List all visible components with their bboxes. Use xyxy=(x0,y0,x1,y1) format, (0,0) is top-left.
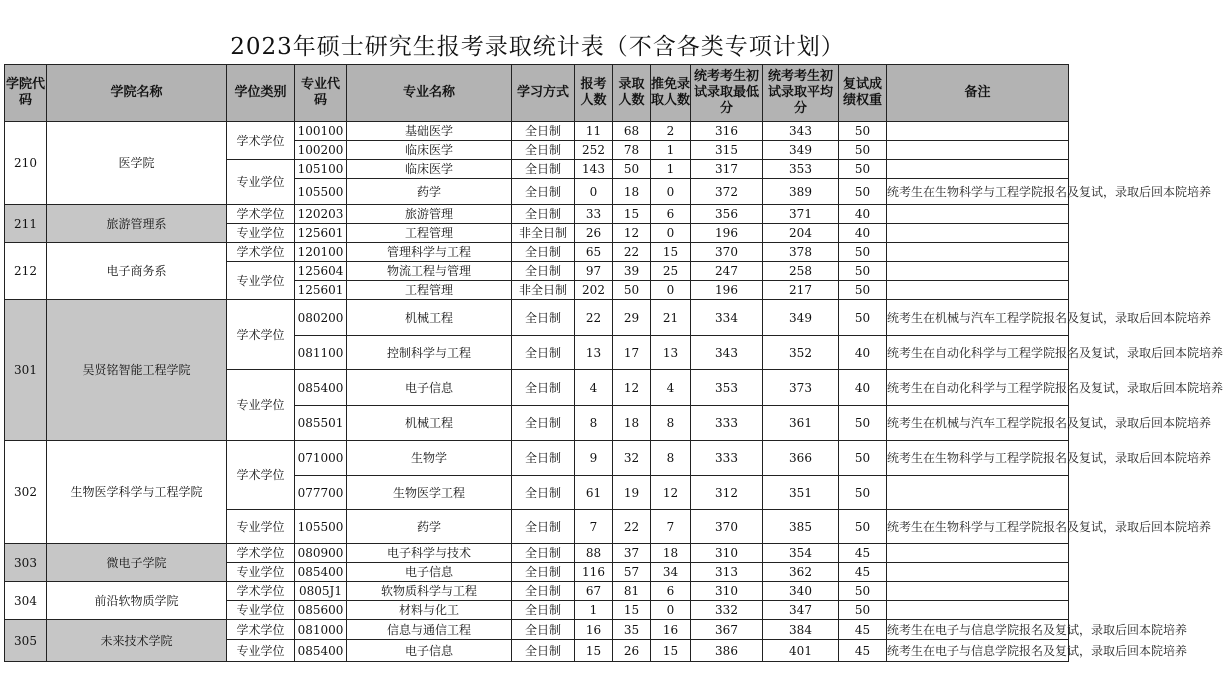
exempt-admitted: 7 xyxy=(651,510,691,544)
retest-weight: 45 xyxy=(839,563,887,582)
degree-type: 专业学位 xyxy=(227,370,295,441)
major-name: 控制科学与工程 xyxy=(347,336,512,370)
degree-type: 专业学位 xyxy=(227,601,295,620)
exempt-admitted: 15 xyxy=(651,640,691,662)
exempt-admitted: 2 xyxy=(651,122,691,141)
min-score: 247 xyxy=(691,262,763,281)
exempt-admitted: 34 xyxy=(651,563,691,582)
major-code: 080200 xyxy=(295,300,347,336)
major-name: 信息与通信工程 xyxy=(347,620,512,640)
degree-type: 学术学位 xyxy=(227,582,295,601)
min-score: 332 xyxy=(691,601,763,620)
remark xyxy=(887,582,1069,601)
study-mode: 全日制 xyxy=(512,122,575,141)
major-name: 临床医学 xyxy=(347,160,512,179)
remark xyxy=(887,544,1069,563)
min-score: 356 xyxy=(691,205,763,224)
degree-type: 学术学位 xyxy=(227,122,295,160)
study-mode: 非全日制 xyxy=(512,224,575,243)
college-name: 未来技术学院 xyxy=(47,620,227,662)
header-weight: 复试成绩权重 xyxy=(839,65,887,122)
exempt-admitted: 15 xyxy=(651,243,691,262)
table-row xyxy=(5,122,1069,141)
min-score: 370 xyxy=(691,243,763,262)
admitted: 68 xyxy=(613,122,651,141)
applicants: 16 xyxy=(575,620,613,640)
table-header-row xyxy=(5,65,1069,122)
major-code: 085501 xyxy=(295,406,347,441)
applicants: 1 xyxy=(575,601,613,620)
admitted: 17 xyxy=(613,336,651,370)
applicants: 88 xyxy=(575,544,613,563)
retest-weight: 50 xyxy=(839,122,887,141)
exempt-admitted: 0 xyxy=(651,281,691,300)
major-name: 物流工程与管理 xyxy=(347,262,512,281)
avg-score: 366 xyxy=(763,441,839,476)
admitted: 50 xyxy=(613,281,651,300)
avg-score: 343 xyxy=(763,122,839,141)
min-score: 310 xyxy=(691,544,763,563)
study-mode: 非全日制 xyxy=(512,281,575,300)
remark xyxy=(887,141,1069,160)
table-row xyxy=(5,205,1069,224)
admitted: 26 xyxy=(613,640,651,662)
major-code: 105500 xyxy=(295,510,347,544)
study-mode: 全日制 xyxy=(512,406,575,441)
college-name: 生物医学科学与工程学院 xyxy=(47,441,227,544)
major-code: 120100 xyxy=(295,243,347,262)
min-score: 317 xyxy=(691,160,763,179)
major-code: 0805J1 xyxy=(295,582,347,601)
min-score: 310 xyxy=(691,582,763,601)
applicants: 61 xyxy=(575,476,613,510)
header-exempt: 推免录取人数 xyxy=(651,65,691,122)
min-score: 372 xyxy=(691,179,763,205)
min-score: 386 xyxy=(691,640,763,662)
remark xyxy=(887,122,1069,141)
study-mode: 全日制 xyxy=(512,582,575,601)
study-mode: 全日制 xyxy=(512,243,575,262)
admitted: 15 xyxy=(613,601,651,620)
applicants: 8 xyxy=(575,406,613,441)
table-row xyxy=(5,243,1069,262)
avg-score: 354 xyxy=(763,544,839,563)
min-score: 333 xyxy=(691,441,763,476)
retest-weight: 45 xyxy=(839,544,887,563)
study-mode: 全日制 xyxy=(512,563,575,582)
admitted: 15 xyxy=(613,205,651,224)
min-score: 343 xyxy=(691,336,763,370)
admitted: 39 xyxy=(613,262,651,281)
admitted: 29 xyxy=(613,300,651,336)
admitted: 78 xyxy=(613,141,651,160)
remark xyxy=(887,224,1069,243)
min-score: 353 xyxy=(691,370,763,406)
major-name: 机械工程 xyxy=(347,406,512,441)
admitted: 81 xyxy=(613,582,651,601)
remark: 统考生在机械与汽车工程学院报名及复试，录取后回本院培养 xyxy=(887,406,1069,441)
retest-weight: 45 xyxy=(839,620,887,640)
retest-weight: 40 xyxy=(839,205,887,224)
major-code: 085400 xyxy=(295,563,347,582)
avg-score: 258 xyxy=(763,262,839,281)
applicants: 9 xyxy=(575,441,613,476)
major-name: 软物质科学与工程 xyxy=(347,582,512,601)
retest-weight: 50 xyxy=(839,300,887,336)
study-mode: 全日制 xyxy=(512,205,575,224)
exempt-admitted: 13 xyxy=(651,336,691,370)
exempt-admitted: 0 xyxy=(651,601,691,620)
applicants: 97 xyxy=(575,262,613,281)
avg-score: 361 xyxy=(763,406,839,441)
study-mode: 全日制 xyxy=(512,179,575,205)
avg-score: 378 xyxy=(763,243,839,262)
major-name: 工程管理 xyxy=(347,281,512,300)
applicants: 15 xyxy=(575,640,613,662)
min-score: 316 xyxy=(691,122,763,141)
major-code: 081000 xyxy=(295,620,347,640)
min-score: 196 xyxy=(691,281,763,300)
remark xyxy=(887,563,1069,582)
min-score: 333 xyxy=(691,406,763,441)
applicants: 13 xyxy=(575,336,613,370)
study-mode: 全日制 xyxy=(512,300,575,336)
exempt-admitted: 1 xyxy=(651,160,691,179)
header-major-name: 专业名称 xyxy=(347,65,512,122)
remark xyxy=(887,243,1069,262)
remark: 统考生在生物科学与工程学院报名及复试，录取后回本院培养 xyxy=(887,510,1069,544)
admitted: 22 xyxy=(613,510,651,544)
exempt-admitted: 18 xyxy=(651,544,691,563)
study-mode: 全日制 xyxy=(512,544,575,563)
admitted: 35 xyxy=(613,620,651,640)
college-code: 301 xyxy=(5,300,47,441)
retest-weight: 40 xyxy=(839,370,887,406)
avg-score: 385 xyxy=(763,510,839,544)
degree-type: 专业学位 xyxy=(227,510,295,544)
header-degree-type: 学位类别 xyxy=(227,65,295,122)
remark xyxy=(887,281,1069,300)
admitted: 50 xyxy=(613,160,651,179)
study-mode: 全日制 xyxy=(512,160,575,179)
retest-weight: 45 xyxy=(839,640,887,662)
applicants: 11 xyxy=(575,122,613,141)
remark: 统考生在生物科学与工程学院报名及复试，录取后回本院培养 xyxy=(887,179,1069,205)
major-name: 基础医学 xyxy=(347,122,512,141)
study-mode: 全日制 xyxy=(512,601,575,620)
applicants: 67 xyxy=(575,582,613,601)
major-name: 工程管理 xyxy=(347,224,512,243)
college-name: 旅游管理系 xyxy=(47,205,227,243)
degree-type: 专业学位 xyxy=(227,262,295,300)
retest-weight: 50 xyxy=(839,160,887,179)
table-row xyxy=(5,300,1069,336)
applicants: 22 xyxy=(575,300,613,336)
remark: 统考生在自动化科学与工程学院报名及复试，录取后回本院培养 xyxy=(887,370,1069,406)
applicants: 116 xyxy=(575,563,613,582)
avg-score: 204 xyxy=(763,224,839,243)
degree-type: 专业学位 xyxy=(227,160,295,205)
study-mode: 全日制 xyxy=(512,476,575,510)
college-code: 305 xyxy=(5,620,47,662)
degree-type: 学术学位 xyxy=(227,620,295,640)
retest-weight: 50 xyxy=(839,262,887,281)
major-code: 125601 xyxy=(295,281,347,300)
college-name: 吴贤铭智能工程学院 xyxy=(47,300,227,441)
applicants: 33 xyxy=(575,205,613,224)
major-code: 085400 xyxy=(295,370,347,406)
exempt-admitted: 4 xyxy=(651,370,691,406)
study-mode: 全日制 xyxy=(512,336,575,370)
remark xyxy=(887,601,1069,620)
avg-score: 217 xyxy=(763,281,839,300)
remark xyxy=(887,205,1069,224)
retest-weight: 50 xyxy=(839,141,887,160)
degree-type: 学术学位 xyxy=(227,300,295,370)
degree-type: 专业学位 xyxy=(227,640,295,662)
remark xyxy=(887,476,1069,510)
admitted: 32 xyxy=(613,441,651,476)
exempt-admitted: 16 xyxy=(651,620,691,640)
header-major-code: 专业代码 xyxy=(295,65,347,122)
study-mode: 全日制 xyxy=(512,620,575,640)
retest-weight: 50 xyxy=(839,179,887,205)
retest-weight: 40 xyxy=(839,336,887,370)
remark: 统考生在机械与汽车工程学院报名及复试，录取后回本院培养 xyxy=(887,300,1069,336)
page-title: 2023年硕士研究生报考录取统计表（不含各类专项计划） xyxy=(230,34,845,60)
remark: 统考生在电子与信息学院报名及复试，录取后回本院培养 xyxy=(887,620,1069,640)
avg-score: 347 xyxy=(763,601,839,620)
avg-score: 353 xyxy=(763,160,839,179)
major-code: 105100 xyxy=(295,160,347,179)
degree-type: 学术学位 xyxy=(227,243,295,262)
header-college-code: 学院代码 xyxy=(5,65,47,122)
major-name: 生物学 xyxy=(347,441,512,476)
exempt-admitted: 21 xyxy=(651,300,691,336)
admitted: 19 xyxy=(613,476,651,510)
header-college-name: 学院名称 xyxy=(47,65,227,122)
admitted: 57 xyxy=(613,563,651,582)
table-row xyxy=(5,441,1069,476)
degree-type: 专业学位 xyxy=(227,224,295,243)
major-code: 081100 xyxy=(295,336,347,370)
exempt-admitted: 12 xyxy=(651,476,691,510)
retest-weight: 50 xyxy=(839,441,887,476)
retest-weight: 50 xyxy=(839,476,887,510)
applicants: 4 xyxy=(575,370,613,406)
admitted: 22 xyxy=(613,243,651,262)
study-mode: 全日制 xyxy=(512,370,575,406)
college-name: 微电子学院 xyxy=(47,544,227,582)
degree-type: 学术学位 xyxy=(227,205,295,224)
min-score: 334 xyxy=(691,300,763,336)
remark: 统考生在电子与信息学院报名及复试，录取后回本院培养 xyxy=(887,640,1069,662)
study-mode: 全日制 xyxy=(512,141,575,160)
study-mode: 全日制 xyxy=(512,262,575,281)
major-name: 电子信息 xyxy=(347,640,512,662)
min-score: 370 xyxy=(691,510,763,544)
min-score: 315 xyxy=(691,141,763,160)
applicants: 7 xyxy=(575,510,613,544)
table-row xyxy=(5,620,1069,640)
retest-weight: 50 xyxy=(839,281,887,300)
major-name: 材料与化工 xyxy=(347,601,512,620)
college-code: 212 xyxy=(5,243,47,300)
exempt-admitted: 6 xyxy=(651,582,691,601)
retest-weight: 50 xyxy=(839,582,887,601)
admitted: 18 xyxy=(613,179,651,205)
major-code: 080900 xyxy=(295,544,347,563)
header-min-score: 统考考生初试录取最低分 xyxy=(691,65,763,122)
admitted: 12 xyxy=(613,370,651,406)
college-name: 医学院 xyxy=(47,122,227,205)
avg-score: 351 xyxy=(763,476,839,510)
applicants: 202 xyxy=(575,281,613,300)
college-code: 303 xyxy=(5,544,47,582)
min-score: 367 xyxy=(691,620,763,640)
admitted: 12 xyxy=(613,224,651,243)
exempt-admitted: 0 xyxy=(651,179,691,205)
retest-weight: 40 xyxy=(839,224,887,243)
major-name: 临床医学 xyxy=(347,141,512,160)
study-mode: 全日制 xyxy=(512,640,575,662)
avg-score: 340 xyxy=(763,582,839,601)
applicants: 0 xyxy=(575,179,613,205)
header-remark: 备注 xyxy=(887,65,1069,122)
degree-type: 学术学位 xyxy=(227,441,295,510)
avg-score: 389 xyxy=(763,179,839,205)
retest-weight: 50 xyxy=(839,243,887,262)
min-score: 312 xyxy=(691,476,763,510)
min-score: 313 xyxy=(691,563,763,582)
exempt-admitted: 8 xyxy=(651,406,691,441)
retest-weight: 50 xyxy=(839,406,887,441)
avg-score: 349 xyxy=(763,141,839,160)
exempt-admitted: 0 xyxy=(651,224,691,243)
college-name: 前沿软物质学院 xyxy=(47,582,227,620)
study-mode: 全日制 xyxy=(512,441,575,476)
major-code: 105500 xyxy=(295,179,347,205)
exempt-admitted: 6 xyxy=(651,205,691,224)
major-name: 药学 xyxy=(347,179,512,205)
major-code: 100200 xyxy=(295,141,347,160)
college-code: 304 xyxy=(5,582,47,620)
major-code: 085400 xyxy=(295,640,347,662)
major-name: 生物医学工程 xyxy=(347,476,512,510)
remark xyxy=(887,262,1069,281)
exempt-admitted: 25 xyxy=(651,262,691,281)
major-name: 药学 xyxy=(347,510,512,544)
major-name: 旅游管理 xyxy=(347,205,512,224)
major-code: 120203 xyxy=(295,205,347,224)
avg-score: 352 xyxy=(763,336,839,370)
applicants: 143 xyxy=(575,160,613,179)
college-name: 电子商务系 xyxy=(47,243,227,300)
avg-score: 362 xyxy=(763,563,839,582)
college-code: 211 xyxy=(5,205,47,243)
header-avg-score: 统考考生初试录取平均分 xyxy=(763,65,839,122)
table-row xyxy=(5,582,1069,601)
header-applicants: 报考人数 xyxy=(575,65,613,122)
avg-score: 384 xyxy=(763,620,839,640)
major-code: 125601 xyxy=(295,224,347,243)
avg-score: 401 xyxy=(763,640,839,662)
major-code: 077700 xyxy=(295,476,347,510)
avg-score: 371 xyxy=(763,205,839,224)
remark: 统考生在自动化科学与工程学院报名及复试，录取后回本院培养 xyxy=(887,336,1069,370)
major-code: 085600 xyxy=(295,601,347,620)
applicants: 65 xyxy=(575,243,613,262)
college-code: 210 xyxy=(5,122,47,205)
retest-weight: 50 xyxy=(839,601,887,620)
college-code: 302 xyxy=(5,441,47,544)
major-name: 电子信息 xyxy=(347,563,512,582)
major-code: 100100 xyxy=(295,122,347,141)
table-row xyxy=(5,544,1069,563)
avg-score: 349 xyxy=(763,300,839,336)
applicants: 252 xyxy=(575,141,613,160)
exempt-admitted: 1 xyxy=(651,141,691,160)
retest-weight: 50 xyxy=(839,510,887,544)
remark: 统考生在生物科学与工程学院报名及复试，录取后回本院培养 xyxy=(887,441,1069,476)
header-admitted: 录取人数 xyxy=(613,65,651,122)
admission-table xyxy=(4,64,1223,662)
remark xyxy=(887,160,1069,179)
applicants: 26 xyxy=(575,224,613,243)
major-name: 电子科学与技术 xyxy=(347,544,512,563)
admitted: 18 xyxy=(613,406,651,441)
study-mode: 全日制 xyxy=(512,510,575,544)
avg-score: 373 xyxy=(763,370,839,406)
major-code: 071000 xyxy=(295,441,347,476)
major-name: 电子信息 xyxy=(347,370,512,406)
major-name: 机械工程 xyxy=(347,300,512,336)
degree-type: 学术学位 xyxy=(227,544,295,563)
major-name: 管理科学与工程 xyxy=(347,243,512,262)
admitted: 37 xyxy=(613,544,651,563)
min-score: 196 xyxy=(691,224,763,243)
degree-type: 专业学位 xyxy=(227,563,295,582)
major-code: 125604 xyxy=(295,262,347,281)
exempt-admitted: 8 xyxy=(651,441,691,476)
header-study-mode: 学习方式 xyxy=(512,65,575,122)
